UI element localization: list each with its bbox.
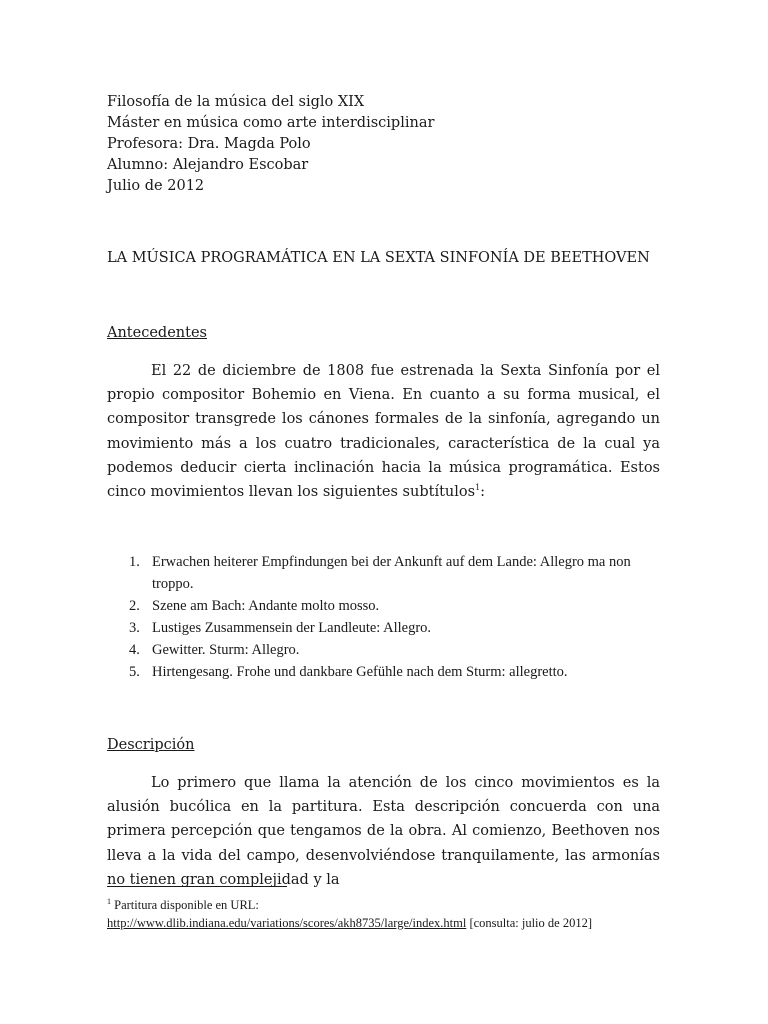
list-item: [107, 551, 667, 595]
list-item-number: 4.: [129, 642, 140, 658]
date-line: Julio de 2012: [107, 178, 205, 194]
list-item-number: 1.: [129, 554, 140, 570]
list-item-text: Hirtengesang. Frohe und dankbare Gefühle nach dem Sturm: allegretto.: [152, 664, 568, 680]
paragraph-antecedentes-end: :: [480, 484, 486, 501]
list-item: [107, 617, 667, 639]
footnote-consulta: [consulta: julio de 2012]: [466, 916, 592, 930]
list-item-number: 5.: [129, 664, 140, 680]
student-line: Alumno: Alejandro Escobar: [107, 157, 309, 173]
paragraph-descripcion: Lo primero que llama la atención de los cinco movimientos es la alusión bucólica en la partitura. Esta descripción concuerda con una primera percepción que tengamos de la obra. Al comienzo, Beethoven nos lleva a la vida del campo, desenvolviéndose tranquilamente, las armonías no tienen gran complejidad y la: [107, 775, 660, 888]
list-item-text: Erwachen heiterer Empfindungen bei der Ankunft auf dem Lande: Allegro ma non troppo.: [152, 554, 631, 592]
list-item-text: Gewitter. Sturm: Allegro.: [152, 642, 300, 658]
footnote-line-2: [107, 914, 667, 932]
list-item: [107, 661, 667, 683]
course-line: Filosofía de la música del siglo XIX: [107, 94, 365, 110]
footnote-text: Partitura disponible en URL:: [111, 898, 259, 912]
score-url-link[interactable]: http://www.dlib.indiana.edu/variations/scores/akh8735/large/index.html: [107, 916, 467, 930]
footnote: [107, 896, 667, 932]
paragraph-antecedentes: [107, 359, 660, 504]
footnote-line-1: [107, 896, 667, 914]
list-item-number: 2.: [129, 598, 140, 614]
movements-list: [107, 551, 667, 683]
heading-antecedentes: Antecedentes: [107, 325, 207, 341]
heading-descripcion: Descripción: [107, 737, 195, 753]
list-item-text: Szene am Bach: Andante molto mosso.: [152, 598, 380, 614]
list-item: [107, 595, 667, 617]
list-item-text: Lustiges Zusammensein der Landleute: Allegro.: [152, 620, 432, 636]
document-header: [107, 92, 434, 197]
document-title: LA MÚSICA PROGRAMÁTICA EN LA SEXTA SINFONÍA DE BEETHOVEN: [107, 250, 650, 266]
footnote-marker: 1: [107, 896, 111, 906]
paragraph-antecedentes-text: El 22 de diciembre de 1808 fue estrenada la Sexta Sinfonía por el propio compositor Bohemio en Viena. En cuanto a su forma musical, el compositor transgrede los cánones formales de la sinfonía, agregando un movimiento más a los cuatro tradicionales, característica de la cual ya podemos deducir cierta inclinación hacia la música programática. Estos cinco movimientos llevan los siguientes subtítulos: [107, 363, 660, 501]
list-item-number: 3.: [129, 620, 140, 636]
footnote-separator: [107, 886, 287, 887]
program-line: Máster en música como arte interdisciplinar: [107, 115, 435, 131]
footnote-reference[interactable]: 1: [475, 483, 481, 493]
list-item: [107, 639, 667, 661]
professor-line: Profesora: Dra. Magda Polo: [107, 136, 311, 152]
